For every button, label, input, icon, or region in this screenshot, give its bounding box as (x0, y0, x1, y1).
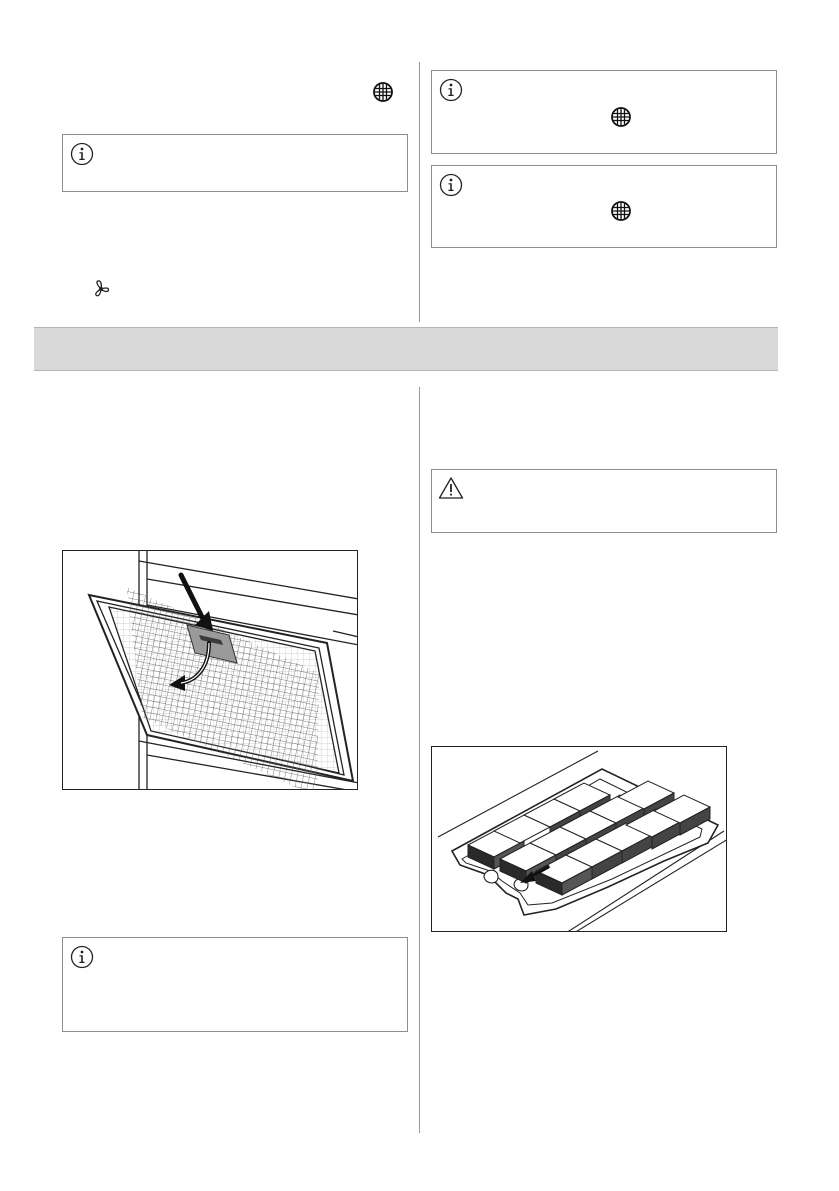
info-icon (439, 78, 463, 102)
grease-filter-icon (372, 81, 394, 103)
grease-filter-icon (610, 200, 632, 222)
warning-icon (438, 476, 464, 500)
fan-icon (90, 278, 112, 300)
carbon-filter-figure (431, 746, 727, 932)
grease-filter-illustration (63, 551, 358, 790)
warning-note (431, 469, 777, 533)
section-heading-band (34, 327, 778, 371)
top-column-divider (419, 62, 420, 322)
info-note-bottom-left (62, 937, 408, 1032)
carbon-filter-illustration (432, 747, 727, 932)
info-note-top-left (62, 134, 408, 192)
bottom-column-divider (419, 387, 420, 1133)
grease-filter-figure (62, 550, 358, 790)
info-icon (70, 142, 94, 166)
info-note-top-right-2 (431, 165, 777, 248)
grease-filter-icon (610, 106, 632, 128)
info-icon (439, 173, 463, 197)
info-note-top-right-1 (431, 70, 777, 154)
info-icon (70, 945, 94, 969)
